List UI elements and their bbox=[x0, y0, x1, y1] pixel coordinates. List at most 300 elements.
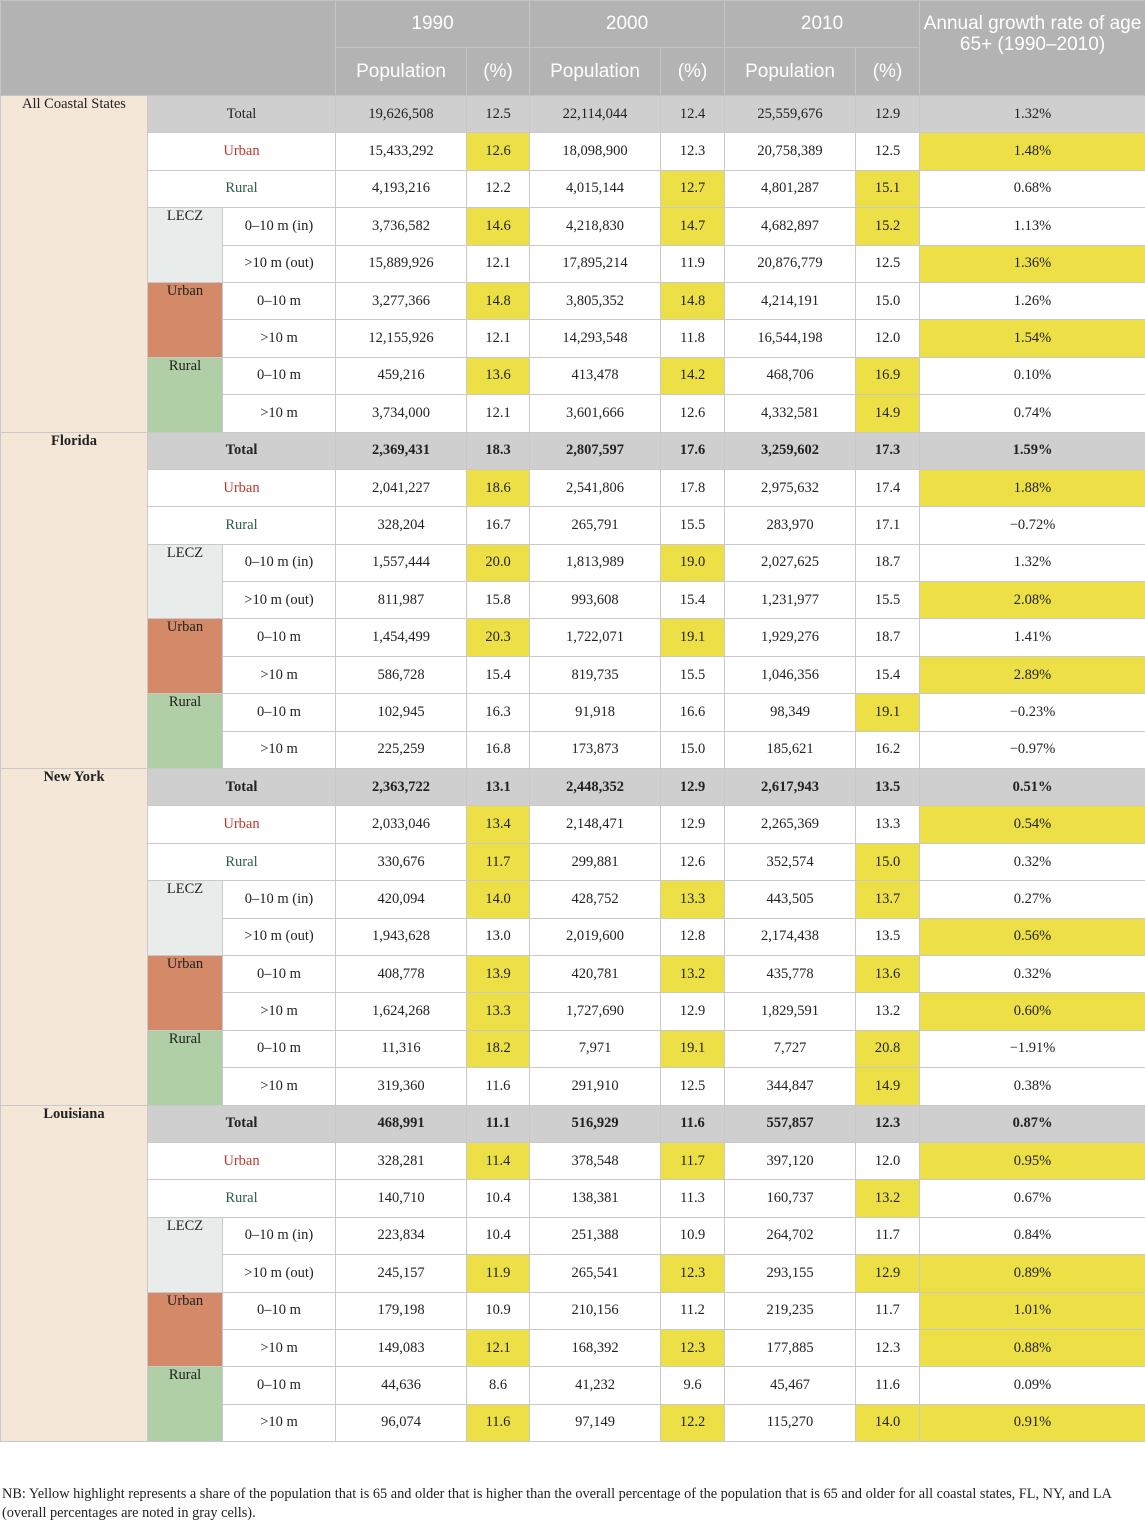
header-pct-2000: (%) bbox=[661, 48, 725, 96]
cell-growth-rate: 2.89% bbox=[920, 656, 1145, 693]
cell-pop-1990: 1,943,628 bbox=[336, 918, 467, 955]
table-row bbox=[1, 1030, 1145, 1067]
cell-growth-rate: 1.41% bbox=[920, 619, 1145, 656]
cell-pct-2010: 12.5 bbox=[856, 245, 920, 282]
row-label-elevation: 0–10 m bbox=[223, 282, 336, 319]
cell-pct-2000: 11.7 bbox=[661, 1142, 725, 1179]
cell-pop-2000: 2,807,597 bbox=[530, 432, 661, 469]
cell-pct-1990: 18.3 bbox=[467, 432, 530, 469]
cell-pop-2010: 283,970 bbox=[725, 507, 856, 544]
cell-pct-2010: 11.7 bbox=[856, 1217, 920, 1254]
cell-pop-2000: 17,895,214 bbox=[530, 245, 661, 282]
cell-pop-2010: 20,876,779 bbox=[725, 245, 856, 282]
cell-pop-1990: 225,259 bbox=[336, 731, 467, 768]
cell-pct-1990: 18.2 bbox=[467, 1030, 530, 1067]
cell-pct-1990: 12.1 bbox=[467, 245, 530, 282]
cell-pop-1990: 11,316 bbox=[336, 1030, 467, 1067]
cell-pop-2010: 115,270 bbox=[725, 1404, 856, 1441]
cell-pct-1990: 11.6 bbox=[467, 1068, 530, 1105]
row-label-elevation: >10 m bbox=[223, 1404, 336, 1441]
row-label-total: Total bbox=[148, 96, 336, 133]
table-body bbox=[1, 96, 1145, 1442]
row-label-elevation: 0–10 m bbox=[223, 694, 336, 731]
cell-pct-1990: 13.9 bbox=[467, 955, 530, 992]
cell-pop-2000: 1,722,071 bbox=[530, 619, 661, 656]
cell-pct-2010: 19.1 bbox=[856, 694, 920, 731]
cell-growth-rate: −0.97% bbox=[920, 731, 1145, 768]
cell-pop-2010: 2,975,632 bbox=[725, 469, 856, 506]
cell-growth-rate: 0.51% bbox=[920, 769, 1145, 806]
cell-pop-2000: 2,448,352 bbox=[530, 769, 661, 806]
row-label-elevation: 0–10 m bbox=[223, 1367, 336, 1404]
table-row bbox=[1, 1292, 1145, 1329]
header-pct-2010: (%) bbox=[856, 48, 920, 96]
cell-pop-2010: 1,231,977 bbox=[725, 582, 856, 619]
cell-pct-2010: 16.9 bbox=[856, 357, 920, 394]
cell-pct-1990: 20.0 bbox=[467, 544, 530, 581]
cell-pct-2000: 17.6 bbox=[661, 432, 725, 469]
table-row bbox=[1, 881, 1145, 918]
row-label-elevation: 0–10 m bbox=[223, 619, 336, 656]
cell-pop-2000: 18,098,900 bbox=[530, 133, 661, 170]
cell-pop-1990: 245,157 bbox=[336, 1255, 467, 1292]
cell-pct-1990: 13.0 bbox=[467, 918, 530, 955]
cell-pct-2010: 16.2 bbox=[856, 731, 920, 768]
cell-pop-2000: 4,015,144 bbox=[530, 170, 661, 207]
cell-pop-1990: 2,041,227 bbox=[336, 469, 467, 506]
cell-growth-rate: 1.26% bbox=[920, 282, 1145, 319]
cell-pct-2000: 11.9 bbox=[661, 245, 725, 282]
cell-growth-rate: 0.95% bbox=[920, 1142, 1145, 1179]
cell-pop-2000: 168,392 bbox=[530, 1329, 661, 1366]
cell-growth-rate: 0.68% bbox=[920, 170, 1145, 207]
cell-growth-rate: 1.36% bbox=[920, 245, 1145, 282]
table-row bbox=[1, 469, 1145, 506]
cell-pct-2010: 13.6 bbox=[856, 955, 920, 992]
cell-pop-2000: 1,727,690 bbox=[530, 993, 661, 1030]
cell-growth-rate: 0.91% bbox=[920, 1404, 1145, 1441]
cell-pop-2000: 173,873 bbox=[530, 731, 661, 768]
cell-pct-1990: 12.1 bbox=[467, 320, 530, 357]
row-label-urban: Urban bbox=[148, 133, 336, 170]
cell-pop-1990: 2,369,431 bbox=[336, 432, 467, 469]
cell-pct-1990: 10.4 bbox=[467, 1180, 530, 1217]
cell-pop-2000: 819,735 bbox=[530, 656, 661, 693]
header-year-2010: 2010 bbox=[725, 1, 920, 48]
header-population-2010: Population bbox=[725, 48, 856, 96]
table-row bbox=[1, 955, 1145, 992]
cell-pct-1990: 18.6 bbox=[467, 469, 530, 506]
cell-pop-2010: 45,467 bbox=[725, 1367, 856, 1404]
row-label-elevation: >10 m bbox=[223, 656, 336, 693]
cell-pop-1990: 408,778 bbox=[336, 955, 467, 992]
cell-pct-2000: 14.8 bbox=[661, 282, 725, 319]
cell-pct-1990: 13.4 bbox=[467, 806, 530, 843]
cell-pop-1990: 3,277,366 bbox=[336, 282, 467, 319]
cell-pct-2000: 12.6 bbox=[661, 843, 725, 880]
region-name: Louisiana bbox=[1, 1105, 148, 1442]
category-lecz: LECZ bbox=[148, 208, 223, 283]
cell-pop-1990: 319,360 bbox=[336, 1068, 467, 1105]
category-lecz: LECZ bbox=[148, 544, 223, 619]
cell-pop-1990: 149,083 bbox=[336, 1329, 467, 1366]
cell-growth-rate: 1.32% bbox=[920, 544, 1145, 581]
cell-pct-2000: 12.3 bbox=[661, 1329, 725, 1366]
cell-pct-1990: 16.7 bbox=[467, 507, 530, 544]
cell-pop-2000: 7,971 bbox=[530, 1030, 661, 1067]
cell-pop-1990: 19,626,508 bbox=[336, 96, 467, 133]
category-urban: Urban bbox=[148, 955, 223, 1030]
cell-pct-2000: 15.4 bbox=[661, 582, 725, 619]
header-corner bbox=[1, 1, 336, 96]
cell-pop-2010: 435,778 bbox=[725, 955, 856, 992]
cell-pct-2010: 15.2 bbox=[856, 208, 920, 245]
cell-pct-2000: 9.6 bbox=[661, 1367, 725, 1404]
cell-pct-2010: 12.9 bbox=[856, 96, 920, 133]
cell-pop-2000: 428,752 bbox=[530, 881, 661, 918]
cell-pop-2010: 557,857 bbox=[725, 1105, 856, 1142]
cell-pct-1990: 11.9 bbox=[467, 1255, 530, 1292]
region-name: Florida bbox=[1, 432, 148, 769]
cell-pct-2000: 13.3 bbox=[661, 881, 725, 918]
table-row bbox=[1, 843, 1145, 880]
cell-growth-rate: 1.32% bbox=[920, 96, 1145, 133]
cell-pop-2000: 299,881 bbox=[530, 843, 661, 880]
cell-pct-2010: 12.3 bbox=[856, 1105, 920, 1142]
table-row bbox=[1, 507, 1145, 544]
row-label-urban: Urban bbox=[148, 1142, 336, 1179]
cell-pct-2010: 13.7 bbox=[856, 881, 920, 918]
cell-pct-2000: 10.9 bbox=[661, 1217, 725, 1254]
cell-pct-1990: 12.6 bbox=[467, 133, 530, 170]
cell-pct-1990: 20.3 bbox=[467, 619, 530, 656]
cell-growth-rate: −1.91% bbox=[920, 1030, 1145, 1067]
table-row bbox=[1, 544, 1145, 581]
cell-growth-rate: 1.59% bbox=[920, 432, 1145, 469]
cell-pct-1990: 14.0 bbox=[467, 881, 530, 918]
cell-growth-rate: 0.09% bbox=[920, 1367, 1145, 1404]
cell-pop-1990: 15,433,292 bbox=[336, 133, 467, 170]
row-label-elevation: 0–10 m (in) bbox=[223, 881, 336, 918]
row-label-total: Total bbox=[148, 769, 336, 806]
cell-pop-1990: 44,636 bbox=[336, 1367, 467, 1404]
row-label-elevation: 0–10 m bbox=[223, 357, 336, 394]
cell-pct-1990: 15.8 bbox=[467, 582, 530, 619]
cell-pct-2010: 17.4 bbox=[856, 469, 920, 506]
cell-pct-2000: 11.6 bbox=[661, 1105, 725, 1142]
cell-pop-2010: 25,559,676 bbox=[725, 96, 856, 133]
cell-pct-2010: 15.0 bbox=[856, 282, 920, 319]
category-rural: Rural bbox=[148, 1367, 223, 1442]
cell-pct-2000: 11.2 bbox=[661, 1292, 725, 1329]
cell-pct-2000: 12.9 bbox=[661, 993, 725, 1030]
row-label-elevation: >10 m bbox=[223, 320, 336, 357]
cell-pct-2010: 18.7 bbox=[856, 544, 920, 581]
cell-pop-1990: 102,945 bbox=[336, 694, 467, 731]
cell-pct-2010: 11.7 bbox=[856, 1292, 920, 1329]
cell-pct-2000: 12.6 bbox=[661, 395, 725, 432]
cell-growth-rate: 0.54% bbox=[920, 806, 1145, 843]
cell-pop-2010: 3,259,602 bbox=[725, 432, 856, 469]
row-label-elevation: 0–10 m bbox=[223, 1292, 336, 1329]
cell-pop-2010: 1,046,356 bbox=[725, 656, 856, 693]
cell-pct-1990: 8.6 bbox=[467, 1367, 530, 1404]
cell-growth-rate: 0.88% bbox=[920, 1329, 1145, 1366]
header-pct-1990: (%) bbox=[467, 48, 530, 96]
row-label-elevation: 0–10 m (in) bbox=[223, 208, 336, 245]
cell-pop-2010: 4,682,897 bbox=[725, 208, 856, 245]
cell-pop-1990: 811,987 bbox=[336, 582, 467, 619]
row-label-elevation: >10 m (out) bbox=[223, 918, 336, 955]
cell-pct-2010: 12.9 bbox=[856, 1255, 920, 1292]
table-row bbox=[1, 806, 1145, 843]
cell-pop-1990: 2,363,722 bbox=[336, 769, 467, 806]
cell-pop-2010: 293,155 bbox=[725, 1255, 856, 1292]
cell-pct-2010: 14.9 bbox=[856, 1068, 920, 1105]
cell-pop-2010: 468,706 bbox=[725, 357, 856, 394]
cell-pct-1990: 11.6 bbox=[467, 1404, 530, 1441]
table-row bbox=[1, 1142, 1145, 1179]
table-row bbox=[1, 96, 1145, 133]
row-label-elevation: >10 m (out) bbox=[223, 582, 336, 619]
cell-pop-2000: 2,019,600 bbox=[530, 918, 661, 955]
row-label-total: Total bbox=[148, 432, 336, 469]
cell-pop-1990: 179,198 bbox=[336, 1292, 467, 1329]
cell-pop-1990: 468,991 bbox=[336, 1105, 467, 1142]
cell-pct-2000: 15.0 bbox=[661, 731, 725, 768]
category-rural: Rural bbox=[148, 357, 223, 432]
table-row bbox=[1, 208, 1145, 245]
cell-growth-rate: 2.08% bbox=[920, 582, 1145, 619]
cell-pop-2000: 138,381 bbox=[530, 1180, 661, 1217]
cell-pop-1990: 15,889,926 bbox=[336, 245, 467, 282]
cell-pop-2010: 2,617,943 bbox=[725, 769, 856, 806]
table-row bbox=[1, 170, 1145, 207]
cell-growth-rate: 0.84% bbox=[920, 1217, 1145, 1254]
cell-pct-2010: 15.5 bbox=[856, 582, 920, 619]
category-rural: Rural bbox=[148, 1030, 223, 1105]
row-label-elevation: 0–10 m (in) bbox=[223, 1217, 336, 1254]
cell-pop-2000: 22,114,044 bbox=[530, 96, 661, 133]
cell-growth-rate: 0.38% bbox=[920, 1068, 1145, 1105]
row-label-elevation: >10 m bbox=[223, 731, 336, 768]
row-label-elevation: 0–10 m bbox=[223, 1030, 336, 1067]
cell-growth-rate: −0.23% bbox=[920, 694, 1145, 731]
cell-pop-2000: 91,918 bbox=[530, 694, 661, 731]
cell-pop-1990: 1,557,444 bbox=[336, 544, 467, 581]
row-label-rural: Rural bbox=[148, 507, 336, 544]
row-label-rural: Rural bbox=[148, 170, 336, 207]
cell-pop-1990: 330,676 bbox=[336, 843, 467, 880]
cell-pct-1990: 11.7 bbox=[467, 843, 530, 880]
row-label-elevation: 0–10 m (in) bbox=[223, 544, 336, 581]
cell-pct-1990: 13.3 bbox=[467, 993, 530, 1030]
cell-pct-2000: 11.8 bbox=[661, 320, 725, 357]
cell-pop-2010: 2,174,438 bbox=[725, 918, 856, 955]
cell-pop-2010: 2,027,625 bbox=[725, 544, 856, 581]
cell-pct-2000: 14.2 bbox=[661, 357, 725, 394]
cell-pct-2000: 14.7 bbox=[661, 208, 725, 245]
cell-pct-1990: 13.1 bbox=[467, 769, 530, 806]
footnote: NB: Yellow highlight represents a share of the population that is 65 and older that is higher than the overall percentage of the population that is 65 and older for all coastal states, FL, NY, and LA (overall percentages are noted in gray cells). bbox=[2, 1486, 1112, 1521]
cell-pop-2000: 2,541,806 bbox=[530, 469, 661, 506]
cell-pop-2000: 291,910 bbox=[530, 1068, 661, 1105]
cell-pct-2010: 17.1 bbox=[856, 507, 920, 544]
table-row bbox=[1, 432, 1145, 469]
cell-pct-1990: 12.2 bbox=[467, 170, 530, 207]
cell-pop-2000: 3,805,352 bbox=[530, 282, 661, 319]
cell-pct-2010: 11.6 bbox=[856, 1367, 920, 1404]
header-year-1990: 1990 bbox=[336, 1, 530, 48]
cell-pop-2000: 516,929 bbox=[530, 1105, 661, 1142]
cell-growth-rate: 0.87% bbox=[920, 1105, 1145, 1142]
cell-pop-1990: 420,094 bbox=[336, 881, 467, 918]
cell-pct-2000: 11.3 bbox=[661, 1180, 725, 1217]
cell-pop-1990: 3,736,582 bbox=[336, 208, 467, 245]
cell-pct-1990: 12.5 bbox=[467, 96, 530, 133]
category-urban: Urban bbox=[148, 1292, 223, 1367]
cell-pop-2010: 20,758,389 bbox=[725, 133, 856, 170]
cell-pct-1990: 11.1 bbox=[467, 1105, 530, 1142]
cell-pct-2000: 15.5 bbox=[661, 656, 725, 693]
row-label-elevation: >10 m bbox=[223, 1329, 336, 1366]
category-lecz: LECZ bbox=[148, 881, 223, 956]
cell-pop-2010: 443,505 bbox=[725, 881, 856, 918]
header-year-2000: 2000 bbox=[530, 1, 725, 48]
cell-pct-2010: 18.7 bbox=[856, 619, 920, 656]
cell-growth-rate: 1.01% bbox=[920, 1292, 1145, 1329]
cell-growth-rate: 0.32% bbox=[920, 843, 1145, 880]
row-label-elevation: >10 m bbox=[223, 1068, 336, 1105]
cell-pct-2000: 12.9 bbox=[661, 806, 725, 843]
cell-pct-2010: 15.0 bbox=[856, 843, 920, 880]
region-name: All Coastal States bbox=[1, 96, 148, 433]
cell-growth-rate: 0.74% bbox=[920, 395, 1145, 432]
cell-pct-2010: 13.3 bbox=[856, 806, 920, 843]
cell-pop-1990: 586,728 bbox=[336, 656, 467, 693]
cell-pop-2010: 177,885 bbox=[725, 1329, 856, 1366]
cell-pct-1990: 12.1 bbox=[467, 1329, 530, 1366]
cell-pop-2010: 1,929,276 bbox=[725, 619, 856, 656]
cell-pop-2000: 378,548 bbox=[530, 1142, 661, 1179]
cell-pct-2000: 19.0 bbox=[661, 544, 725, 581]
cell-pop-2010: 1,829,591 bbox=[725, 993, 856, 1030]
cell-pop-2010: 185,621 bbox=[725, 731, 856, 768]
cell-pop-2010: 264,702 bbox=[725, 1217, 856, 1254]
table-row bbox=[1, 1217, 1145, 1254]
row-label-total: Total bbox=[148, 1105, 336, 1142]
cell-pop-1990: 12,155,926 bbox=[336, 320, 467, 357]
cell-pct-2000: 12.8 bbox=[661, 918, 725, 955]
cell-pop-1990: 2,033,046 bbox=[336, 806, 467, 843]
cell-pop-2000: 4,218,830 bbox=[530, 208, 661, 245]
table-row bbox=[1, 282, 1145, 319]
cell-pct-2000: 12.3 bbox=[661, 133, 725, 170]
cell-pop-2000: 97,149 bbox=[530, 1404, 661, 1441]
cell-growth-rate: 0.27% bbox=[920, 881, 1145, 918]
cell-pop-2000: 3,601,666 bbox=[530, 395, 661, 432]
region-name: New York bbox=[1, 769, 148, 1106]
table-row bbox=[1, 357, 1145, 394]
cell-pct-2000: 13.2 bbox=[661, 955, 725, 992]
cell-pop-2010: 352,574 bbox=[725, 843, 856, 880]
table-row bbox=[1, 1105, 1145, 1142]
cell-pop-2010: 397,120 bbox=[725, 1142, 856, 1179]
cell-growth-rate: 0.89% bbox=[920, 1255, 1145, 1292]
cell-pop-2010: 344,847 bbox=[725, 1068, 856, 1105]
cell-pop-1990: 459,216 bbox=[336, 357, 467, 394]
cell-pop-1990: 328,204 bbox=[336, 507, 467, 544]
cell-pct-1990: 13.6 bbox=[467, 357, 530, 394]
cell-growth-rate: 0.56% bbox=[920, 918, 1145, 955]
cell-pct-2010: 12.0 bbox=[856, 320, 920, 357]
cell-pct-2000: 12.9 bbox=[661, 769, 725, 806]
cell-pct-2000: 19.1 bbox=[661, 619, 725, 656]
cell-pop-2000: 265,541 bbox=[530, 1255, 661, 1292]
cell-pct-2010: 14.9 bbox=[856, 395, 920, 432]
cell-pop-2010: 4,332,581 bbox=[725, 395, 856, 432]
cell-pct-2010: 13.5 bbox=[856, 918, 920, 955]
cell-pct-2010: 12.0 bbox=[856, 1142, 920, 1179]
cell-pct-1990: 11.4 bbox=[467, 1142, 530, 1179]
cell-pct-2010: 17.3 bbox=[856, 432, 920, 469]
cell-pop-2000: 993,608 bbox=[530, 582, 661, 619]
cell-pct-2000: 12.5 bbox=[661, 1068, 725, 1105]
row-label-elevation: 0–10 m bbox=[223, 955, 336, 992]
table-row bbox=[1, 694, 1145, 731]
cell-pop-1990: 328,281 bbox=[336, 1142, 467, 1179]
cell-pop-2010: 2,265,369 bbox=[725, 806, 856, 843]
row-label-elevation: >10 m (out) bbox=[223, 245, 336, 282]
cell-pct-2010: 20.8 bbox=[856, 1030, 920, 1067]
cell-pct-2010: 15.1 bbox=[856, 170, 920, 207]
cell-pop-2000: 210,156 bbox=[530, 1292, 661, 1329]
cell-growth-rate: 1.48% bbox=[920, 133, 1145, 170]
cell-pct-1990: 10.9 bbox=[467, 1292, 530, 1329]
cell-pct-2010: 13.5 bbox=[856, 769, 920, 806]
table-row bbox=[1, 1180, 1145, 1217]
cell-pct-1990: 12.1 bbox=[467, 395, 530, 432]
cell-pct-2010: 15.4 bbox=[856, 656, 920, 693]
cell-pop-1990: 3,734,000 bbox=[336, 395, 467, 432]
row-label-rural: Rural bbox=[148, 1180, 336, 1217]
cell-pop-2010: 219,235 bbox=[725, 1292, 856, 1329]
row-label-urban: Urban bbox=[148, 806, 336, 843]
cell-pct-2010: 13.2 bbox=[856, 1180, 920, 1217]
row-label-elevation: >10 m (out) bbox=[223, 1255, 336, 1292]
category-urban: Urban bbox=[148, 619, 223, 694]
category-urban: Urban bbox=[148, 282, 223, 357]
cell-growth-rate: 0.67% bbox=[920, 1180, 1145, 1217]
cell-pop-2000: 14,293,548 bbox=[530, 320, 661, 357]
cell-pop-2000: 2,148,471 bbox=[530, 806, 661, 843]
cell-pct-1990: 16.8 bbox=[467, 731, 530, 768]
cell-pct-2000: 12.2 bbox=[661, 1404, 725, 1441]
cell-pct-1990: 10.4 bbox=[467, 1217, 530, 1254]
cell-pop-2000: 420,781 bbox=[530, 955, 661, 992]
cell-growth-rate: 1.13% bbox=[920, 208, 1145, 245]
cell-pct-2010: 12.3 bbox=[856, 1329, 920, 1366]
category-rural: Rural bbox=[148, 694, 223, 769]
cell-growth-rate: 1.54% bbox=[920, 320, 1145, 357]
cell-pct-1990: 16.3 bbox=[467, 694, 530, 731]
cell-growth-rate: −0.72% bbox=[920, 507, 1145, 544]
cell-pop-2010: 7,727 bbox=[725, 1030, 856, 1067]
cell-pop-1990: 1,624,268 bbox=[336, 993, 467, 1030]
cell-pop-2000: 41,232 bbox=[530, 1367, 661, 1404]
cell-growth-rate: 0.32% bbox=[920, 955, 1145, 992]
table-row bbox=[1, 769, 1145, 806]
